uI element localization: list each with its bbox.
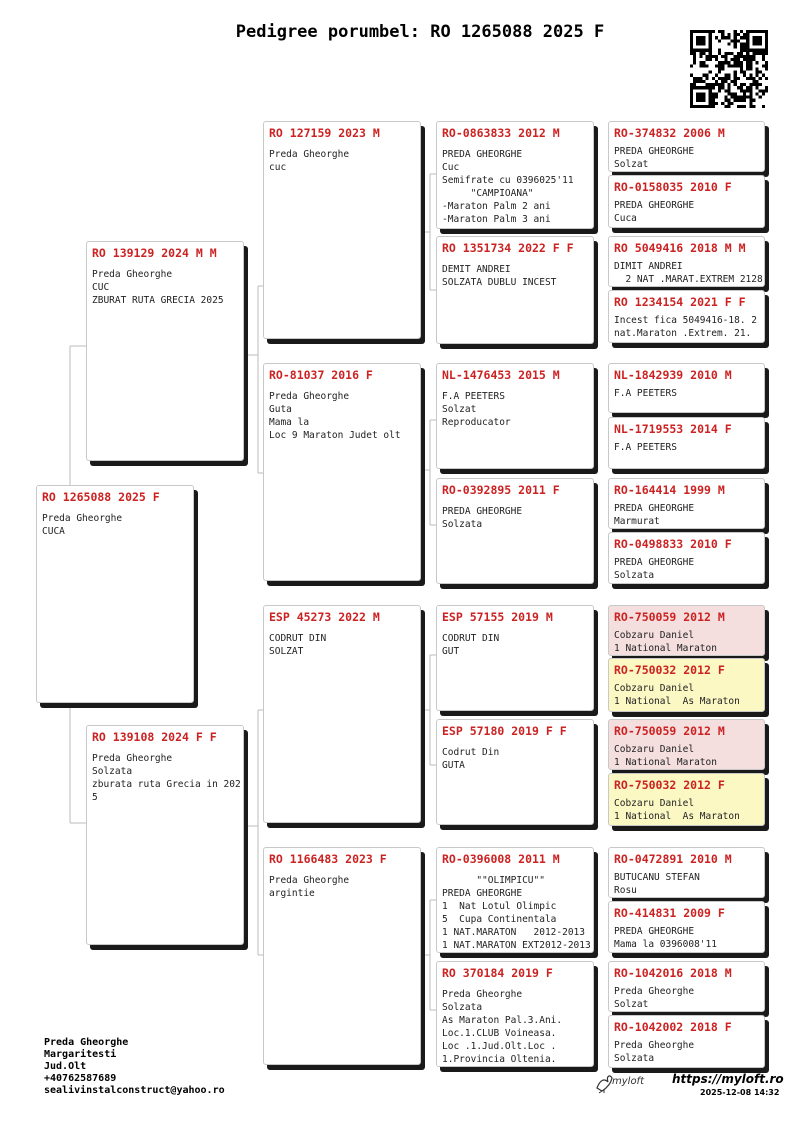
pigeon-info-line: zburata ruta Grecia in 202 xyxy=(92,779,241,790)
pigeon-info-line: 1 National As Maraton xyxy=(614,696,740,707)
ring-number: RO 370184 2019 F xyxy=(442,966,553,980)
pigeon-info-line: Mama la xyxy=(269,417,310,428)
pigeon-info-line: Marmurat xyxy=(614,516,660,527)
owner-locality: Margaritesti xyxy=(44,1049,117,1060)
pigeon-card-ssd[interactable] xyxy=(436,236,594,344)
pigeon-info-line: Preda Gheorghe xyxy=(92,269,173,280)
pigeon-info-line: Preda Gheorghe xyxy=(614,986,695,997)
ring-number: RO 139108 2024 F F xyxy=(92,730,217,744)
ring-number: ESP 57155 2019 M xyxy=(442,610,553,624)
footer-brand: myloft xyxy=(612,1076,644,1087)
pigeon-card-g4-11[interactable] xyxy=(608,719,765,770)
pigeon-info-line: As Maraton Pal.3.Ani. xyxy=(442,1015,563,1026)
pigeon-info-line: Preda Gheorghe xyxy=(269,875,350,886)
pigeon-card-g4-9[interactable] xyxy=(608,605,765,656)
pigeon-info-line: nat.Maraton .Extrem. 21. xyxy=(614,328,752,339)
pigeon-info-line: PREDA GHEORGHE xyxy=(614,926,695,937)
pigeon-card-dss[interactable] xyxy=(436,605,594,711)
ring-number: RO 1351734 2022 F F xyxy=(442,241,574,255)
pigeon-info-line: Rosu xyxy=(614,885,637,896)
pigeon-card-sd[interactable] xyxy=(263,363,421,581)
pigeon-card-g4-13[interactable] xyxy=(608,847,765,898)
ring-number: RO 139129 2024 M M xyxy=(92,246,217,260)
pigeon-info-line: DIMIT ANDREI xyxy=(614,261,683,272)
footer-url[interactable]: https://myloft.ro xyxy=(672,1072,784,1086)
pigeon-info-line: -Maraton Palm 3 ani xyxy=(442,214,551,225)
pigeon-info-line: SOLZATA DUBLU INCEST xyxy=(442,277,557,288)
ring-number: RO-0158035 2010 F xyxy=(614,180,732,194)
ring-number: RO-414831 2009 F xyxy=(614,906,725,920)
ring-number: RO-164414 1999 M xyxy=(614,483,725,497)
pigeon-card-dam[interactable] xyxy=(86,725,244,945)
pigeon-info-line: Cobzaru Daniel xyxy=(614,683,695,694)
pigeon-info-line: PREDA GHEORGHE xyxy=(614,146,695,157)
pigeon-info-line: ZBURAT RUTA GRECIA 2025 xyxy=(92,295,224,306)
pigeon-info-line: Preda Gheorghe xyxy=(614,1040,695,1051)
ring-number: RO-750059 2012 M xyxy=(614,724,725,738)
pigeon-info-line: F.A PEETERS xyxy=(614,442,677,453)
pigeon-info-line: BUTUCANU STEFAN xyxy=(614,872,700,883)
ring-number: ESP 57180 2019 F F xyxy=(442,724,567,738)
pigeon-info-line: Cuca xyxy=(614,213,637,224)
pigeon-info-line: ""OLIMPICU"" xyxy=(442,875,545,886)
pigeon-info-line: Solzata xyxy=(614,570,655,581)
pigeon-info-line: PREDA GHEORGHE xyxy=(614,200,695,211)
ring-number: RO-750032 2012 F xyxy=(614,778,725,792)
pigeon-info-line: 1 NAT.MARATON EXT2012-2013 xyxy=(442,940,591,951)
ring-number: RO 1166483 2023 F xyxy=(269,852,387,866)
pigeon-card-g4-6[interactable] xyxy=(608,417,765,469)
pigeon-info-line: Loc 9 Maraton Judet olt xyxy=(269,430,401,441)
ring-number: RO-81037 2016 F xyxy=(269,368,373,382)
pigeon-info-line: Incest fica 5049416-18. 2 xyxy=(614,315,757,326)
ring-number: RO-0863833 2012 M xyxy=(442,126,560,140)
pigeon-info-line: PREDA GHEORGHE xyxy=(442,149,523,160)
owner-name: Preda Gheorghe xyxy=(44,1037,129,1048)
pigeon-info-line: F.A PEETERS xyxy=(442,391,505,402)
ring-number: RO-0498833 2010 F xyxy=(614,537,732,551)
pigeon-info-line: GUT xyxy=(442,646,460,657)
pigeon-info-line: 1 National Maraton xyxy=(614,757,717,768)
pigeon-info-line: GUTA xyxy=(442,760,465,771)
pigeon-info-line: F.A PEETERS xyxy=(614,388,677,399)
pigeon-info-line: CODRUT DIN xyxy=(269,633,327,644)
pigeon-info-line: Codrut Din xyxy=(442,747,500,758)
pigeon-card-g4-4[interactable] xyxy=(608,290,765,343)
ring-number: RO 1234154 2021 F F xyxy=(614,295,746,309)
ring-number: RO-0392895 2011 F xyxy=(442,483,560,497)
ring-number: RO-1042016 2018 M xyxy=(614,966,732,980)
pigeon-info-line: -Maraton Palm 2 ani xyxy=(442,201,551,212)
pigeon-info-line: CUC xyxy=(92,282,110,293)
owner-phone: +40762587689 xyxy=(44,1073,117,1084)
owner-county: Jud.Olt xyxy=(44,1061,87,1072)
pigeon-info-line: cuc xyxy=(269,162,287,173)
pigeon-info-line: Guta xyxy=(269,404,292,415)
pigeon-info-line: Cuc xyxy=(442,162,460,173)
pigeon-card-g4-12[interactable] xyxy=(608,773,765,826)
pigeon-info-line: Loc.1.CLUB Voineasa. xyxy=(442,1028,557,1039)
ring-number: RO-374832 2006 M xyxy=(614,126,725,140)
pigeon-info-line: Cobzaru Daniel xyxy=(614,630,695,641)
pigeon-info-line: Mama la 0396008'11 xyxy=(614,939,717,950)
ring-number: RO-0472891 2010 M xyxy=(614,852,732,866)
pigeon-info-line: Preda Gheorghe xyxy=(92,753,173,764)
pigeon-card-g4-15[interactable] xyxy=(608,961,765,1012)
ring-number: NL-1719553 2014 F xyxy=(614,422,732,436)
pigeon-info-line: Reproducator xyxy=(442,417,511,428)
pigeon-card-dd[interactable] xyxy=(263,847,421,1065)
ring-number: NL-1842939 2010 M xyxy=(614,368,732,382)
ring-number: RO 127159 2023 M xyxy=(269,126,380,140)
pigeon-info-line: PREDA GHEORGHE xyxy=(614,557,695,568)
pigeon-info-line: DEMIT ANDREI xyxy=(442,264,511,275)
owner-info xyxy=(44,1037,225,1097)
pigeon-info-line: PREDA GHEORGHE xyxy=(442,506,523,517)
pigeon-card-sds[interactable] xyxy=(436,363,594,469)
pigeon-card-ds[interactable] xyxy=(263,605,421,823)
pigeon-info-line: 5 xyxy=(92,792,98,803)
ring-number: RO 1265088 2025 F xyxy=(42,490,160,504)
pigeon-info-line: 1.Provincia Oltenia. xyxy=(442,1054,557,1065)
pigeon-card-dds[interactable] xyxy=(436,847,594,953)
page-title: Pedigree porumbel: RO 1265088 2025 F xyxy=(235,22,605,42)
pigeon-card-dsd[interactable] xyxy=(436,719,594,825)
pigeon-info-line: Preda Gheorghe xyxy=(442,989,523,1000)
pigeon-card-g4-1[interactable] xyxy=(608,121,765,172)
pigeon-info-line: PREDA GHEORGHE xyxy=(614,503,695,514)
pigeon-card-g4-16[interactable] xyxy=(608,1015,765,1068)
pigeon-info-line: 5 Cupa Continentala xyxy=(442,914,557,925)
pigeon-card-ss[interactable] xyxy=(263,121,421,339)
pigeon-info-line: 1 National As Maraton xyxy=(614,811,740,822)
ring-number: RO-0396008 2011 M xyxy=(442,852,560,866)
pigeon-info-line: CUCA xyxy=(42,526,65,537)
pigeon-info-line: 1 National Maraton xyxy=(614,643,717,654)
ring-number: RO-1042002 2018 F xyxy=(614,1020,732,1034)
footer-datetime: 2025-12-08 14:32 xyxy=(700,1088,780,1097)
pigeon-info-line: PREDA GHEORGHE xyxy=(442,888,523,899)
pigeon-info-line: Solzata xyxy=(614,1053,655,1064)
pigeon-info-line: Cobzaru Daniel xyxy=(614,744,695,755)
pigeon-card-g4-3[interactable] xyxy=(608,236,765,287)
pigeon-info-line: 2 NAT .MARAT.EXTREM 2128 xyxy=(614,274,763,285)
pigeon-card-g4-2[interactable] xyxy=(608,175,765,228)
owner-email: sealivinstalconstruct@yahoo.ro xyxy=(44,1085,225,1096)
ring-number: RO 5049416 2018 M M xyxy=(614,241,746,255)
ring-number: RO-750032 2012 F xyxy=(614,663,725,677)
pigeon-info-line: 1 Nat Lotul Olimpic xyxy=(442,901,557,912)
ring-number: NL-1476453 2015 M xyxy=(442,368,560,382)
pigeon-info-line: Solzat xyxy=(614,999,649,1010)
pigeon-card-g4-5[interactable] xyxy=(608,363,765,413)
pigeon-card-g4-8[interactable] xyxy=(608,532,765,584)
pigeon-info-line: Semifrate cu 0396025'11 xyxy=(442,175,574,186)
pigeon-info-line: Cobzaru Daniel xyxy=(614,798,695,809)
pigeon-info-line: CODRUT DIN xyxy=(442,633,500,644)
pigeon-card-g4-10[interactable] xyxy=(608,658,765,712)
pigeon-card-subject[interactable] xyxy=(36,485,194,703)
pigeon-card-sire[interactable] xyxy=(86,241,244,461)
pigeon-card-ddd[interactable] xyxy=(436,961,594,1067)
pigeon-info-line: Solzata xyxy=(442,519,483,530)
pigeon-info-line: argintie xyxy=(269,888,315,899)
ring-number: ESP 45273 2022 M xyxy=(269,610,380,624)
ring-number: RO-750059 2012 M xyxy=(614,610,725,624)
pigeon-card-g4-7[interactable] xyxy=(608,478,765,529)
pigeon-info-line: Solzat xyxy=(614,159,649,170)
pigeon-info-line: Solzata xyxy=(442,1002,483,1013)
pigeon-card-sdd[interactable] xyxy=(436,478,594,584)
pigeon-info-line: "CAMPIOANA" xyxy=(442,188,534,199)
pigeon-info-line: Loc .1.Jud.Olt.Loc . xyxy=(442,1041,557,1052)
pigeon-info-line: Solzata xyxy=(92,766,133,777)
pigeon-info-line: Preda Gheorghe xyxy=(269,149,350,160)
pigeon-card-g4-14[interactable] xyxy=(608,901,765,953)
pigeon-info-line: Preda Gheorghe xyxy=(269,391,350,402)
pigeon-info-line: SOLZAT xyxy=(269,646,304,657)
pigeon-info-line: 1 NAT.MARATON 2012-2013 xyxy=(442,927,585,938)
pigeon-info-line: Solzat xyxy=(442,404,477,415)
pigeon-info-line: Preda Gheorghe xyxy=(42,513,123,524)
pigeon-card-sss[interactable] xyxy=(436,121,594,229)
